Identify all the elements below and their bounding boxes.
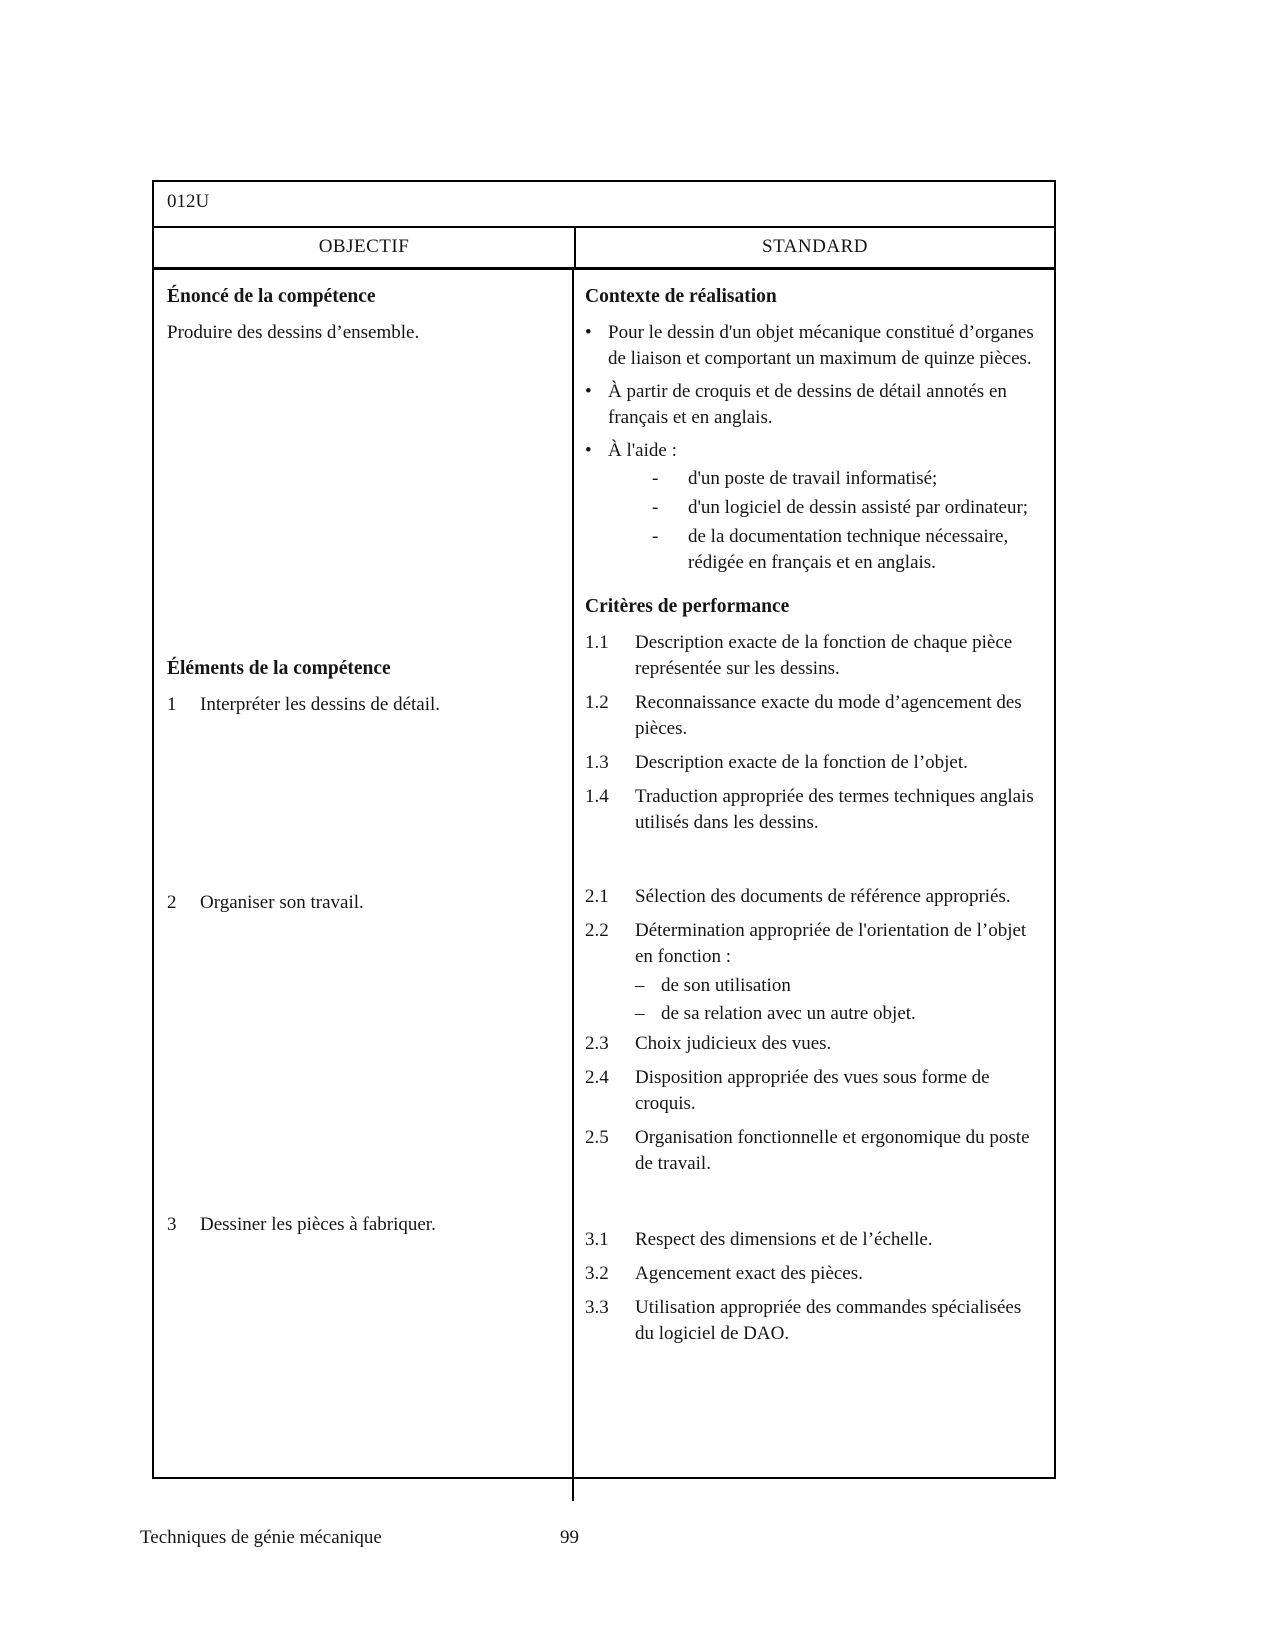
element-text: Organiser son travail. (200, 892, 364, 913)
contexte-bullet (585, 320, 1042, 372)
element-2-row (167, 890, 558, 916)
element-text: Interpréter les dessins de détail. (200, 694, 441, 715)
hyphen-marker: - (652, 497, 659, 518)
orientation-sub-list (635, 973, 1042, 1027)
aide-sub-list (652, 466, 1042, 576)
criterion-number: 1.1 (585, 632, 609, 653)
contexte-section (585, 284, 1042, 576)
criterion-text: Traduction appropriée des termes techniques anglais utilisés dans les dessins. (635, 786, 1034, 833)
orientation-sub-text: de sa relation avec un autre objet. (661, 1003, 916, 1024)
contexte-bullet (585, 379, 1042, 431)
criterion-text: Organisation fonctionnelle et ergonomique du poste de travail. (635, 1127, 1030, 1174)
dash-marker: – (635, 975, 645, 996)
criterion-row (585, 690, 1042, 742)
orientation-sub-text: de son utilisation (661, 975, 791, 996)
criterion-number: 1.4 (585, 786, 609, 807)
criterion-text: Agencement exact des pièces. (635, 1263, 863, 1284)
criterion-text: Reconnaissance exacte du mode d’agencement des pièces. (635, 692, 1022, 739)
footer-program-title: Techniques de génie mécanique (140, 1527, 382, 1548)
element-3-row (167, 1212, 558, 1238)
aide-sub-text: de la documentation technique nécessaire, rédigée en français et en anglais. (688, 526, 1009, 573)
aide-sub-text: d'un logiciel de dessin assisté par ordinateur; (688, 497, 1029, 518)
criterion-number: 1.3 (585, 752, 609, 773)
element-item (167, 692, 558, 718)
enonce-heading: Énoncé de la compétence (167, 286, 376, 307)
contexte-bullet (585, 438, 1042, 464)
criterion-row (585, 884, 1042, 910)
course-code: 012U (154, 182, 1054, 228)
column-divider-tail (572, 1475, 574, 1501)
contexte-bullet-text: À l'aide : (608, 440, 677, 461)
criterion-row (585, 1295, 1042, 1347)
standard-column-header: STANDARD (762, 236, 868, 257)
criteres-section (585, 594, 1042, 836)
criterion-number: 2.4 (585, 1067, 609, 1088)
criterion-number: 2.1 (585, 886, 609, 907)
criterion-text: Détermination appropriée de l'orientation de l’objet en fonction : (635, 920, 1027, 967)
contexte-bullet-text: À partir de croquis et de dessins de détail annotés en français et en anglais. (608, 381, 1007, 428)
column-headers-row (154, 228, 1054, 270)
criteres-heading: Critères de performance (585, 596, 790, 617)
standard-column (574, 270, 1054, 1477)
element-item (167, 1212, 558, 1238)
criterion-number: 2.5 (585, 1127, 609, 1148)
criterion-number: 3.2 (585, 1263, 609, 1284)
criterion-row (585, 1031, 1042, 1057)
criterion-text: Choix judicieux des vues. (635, 1033, 832, 1054)
objectif-column-header: OBJECTIF (154, 228, 576, 267)
criterion-row (585, 630, 1042, 682)
bullet-icon: • (585, 440, 592, 461)
criterion-text: Utilisation appropriée des commandes spécialisées du logiciel de DAO. (635, 1297, 1022, 1344)
element-number: 2 (167, 892, 177, 913)
criterion-row (585, 918, 1042, 970)
criterion-row (585, 784, 1042, 836)
orientation-sub-item (635, 973, 1042, 999)
criterion-number: 1.2 (585, 692, 609, 713)
criterion-number: 2.2 (585, 920, 609, 941)
orientation-sub-item (635, 1001, 1042, 1027)
elements-section (167, 656, 558, 718)
criterion-text: Description exacte de la fonction de l’objet. (635, 752, 968, 773)
enonce-section (167, 284, 558, 346)
enonce-text: Produire des dessins d’ensemble. (167, 322, 420, 343)
elements-heading: Éléments de la compétence (167, 658, 391, 679)
criteres-group-2 (585, 884, 1042, 1177)
footer-page-number: 99 (560, 1527, 579, 1548)
table-body (154, 270, 1054, 1477)
contexte-heading: Contexte de réalisation (585, 286, 777, 307)
element-text: Dessiner les pièces à fabriquer. (200, 1214, 436, 1235)
aide-sub-item (652, 524, 1042, 576)
criterion-number: 2.3 (585, 1033, 609, 1054)
criterion-row (585, 1065, 1042, 1117)
criterion-row (585, 1125, 1042, 1177)
bullet-icon: • (585, 381, 592, 402)
criterion-number: 3.3 (585, 1297, 609, 1318)
criterion-text: Sélection des documents de référence appropriés. (635, 886, 1011, 907)
objectif-column (154, 270, 574, 1477)
criterion-text: Description exacte de la fonction de chaque pièce représentée sur les dessins. (635, 632, 1013, 679)
contexte-bullet-text: Pour le dessin d'un objet mécanique constitué d’organes de liaison et comportant un maximum de quinze pièces. (608, 322, 1034, 369)
aide-sub-item (652, 495, 1042, 521)
criteres-group-3 (585, 1227, 1042, 1347)
aide-sub-item (652, 466, 1042, 492)
criterion-row (585, 750, 1042, 776)
hyphen-marker: - (652, 526, 659, 547)
criterion-text: Respect des dimensions et de l’échelle. (635, 1229, 933, 1250)
hyphen-marker: - (652, 468, 659, 489)
criterion-row (585, 1227, 1042, 1253)
criterion-number: 3.1 (585, 1229, 609, 1250)
element-item (167, 890, 558, 916)
bullet-icon: • (585, 322, 592, 343)
criterion-text: Disposition appropriée des vues sous forme de croquis. (635, 1067, 990, 1114)
criterion-row (585, 1261, 1042, 1287)
element-number: 3 (167, 1214, 177, 1235)
dash-marker: – (635, 1003, 645, 1024)
element-number: 1 (167, 694, 177, 715)
aide-sub-text: d'un poste de travail informatisé; (688, 468, 938, 489)
competency-table (152, 180, 1056, 1479)
